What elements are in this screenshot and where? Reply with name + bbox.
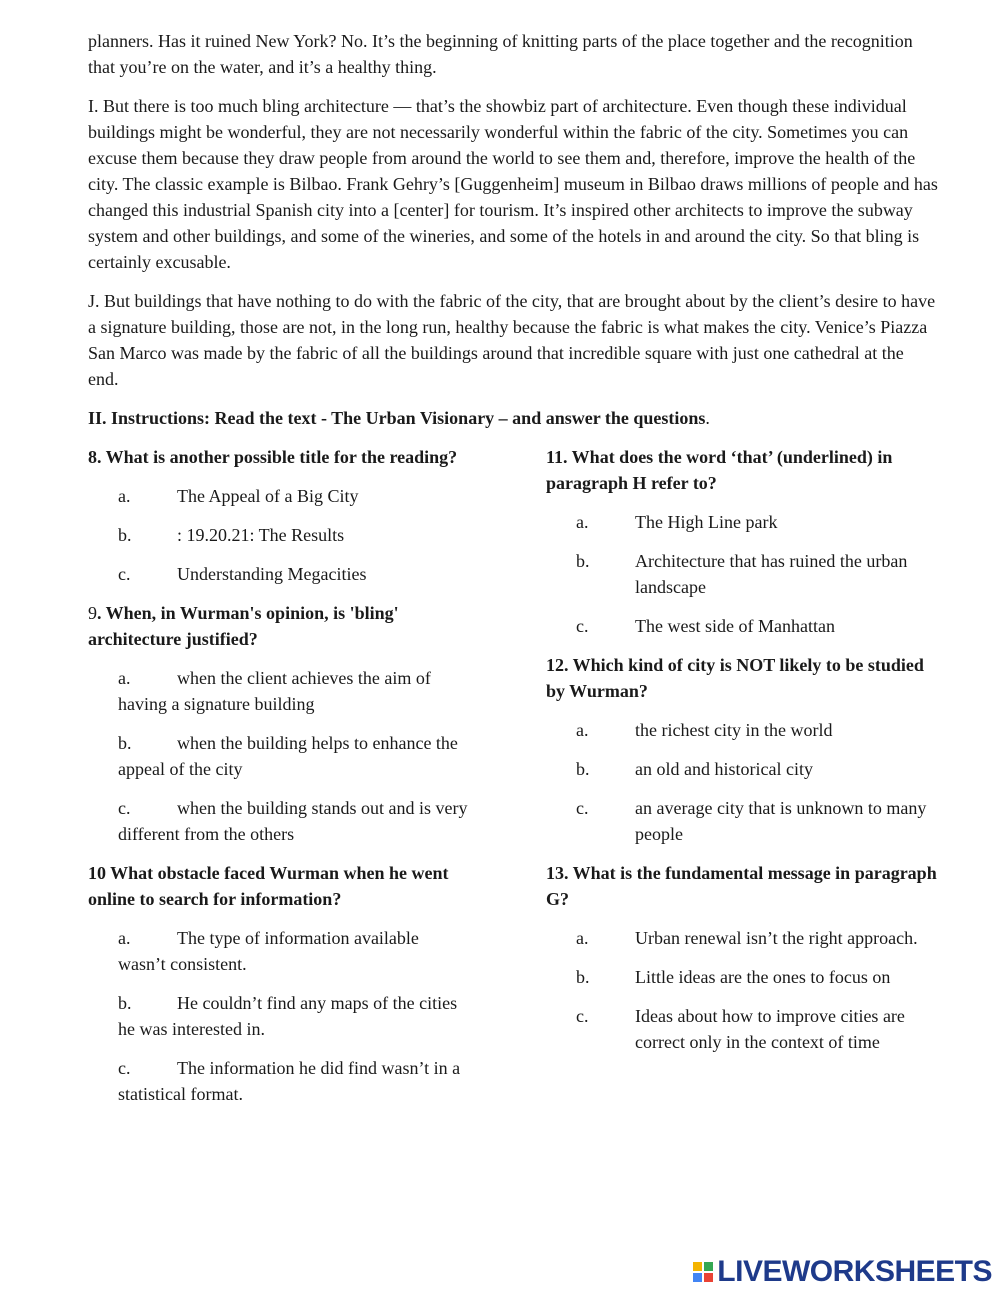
question-12 [546, 652, 938, 847]
question-13 [546, 860, 938, 1055]
question-8 [88, 444, 468, 587]
logo-square-2 [704, 1262, 713, 1271]
question-10-option-b[interactable]: b. He couldn’t find any maps of the cities he was interested in. [118, 993, 458, 1039]
questions-right-column [546, 444, 938, 1120]
question-10-option-a[interactable]: a. The type of information available wasn’t consistent. [118, 928, 419, 974]
question-12-option-a[interactable]: a. the richest city in the world [576, 720, 833, 740]
question-12-text: 12. Which kind of city is NOT likely to be studied by Wurman? [546, 655, 924, 701]
passage-paragraph-h-end: planners. Has it ruined New York? No. It’s the beginning of knitting parts of the place together and the recognition that you’re on the water, and it’s a healthy thing. [88, 31, 913, 77]
liveworksheets-logo-text: LIVEWORKSHEETS [717, 1255, 992, 1288]
question-8-option-a[interactable]: a. The Appeal of a Big City [118, 486, 359, 506]
question-11 [546, 444, 938, 639]
question-12-option-b[interactable]: b. an old and historical city [576, 759, 813, 779]
question-10-text: 10 What obstacle faced Wurman when he went online to search for information? [88, 863, 449, 909]
question-9 [88, 600, 468, 847]
question-11-option-a[interactable]: a. The High Line park [576, 512, 778, 532]
question-11-text: 11. What does the word ‘that’ (underlined) in paragraph H refer to? [546, 447, 893, 493]
question-12-option-c[interactable]: c. an average city that is unknown to many people [576, 798, 927, 844]
questions-left-column [88, 444, 468, 1120]
liveworksheets-logo-icon [693, 1262, 713, 1282]
question-11-option-b[interactable]: b. Architecture that has ruined the urban landscape [576, 551, 908, 597]
question-11-option-c[interactable]: c. The west side of Manhattan [576, 616, 835, 636]
question-13-option-b[interactable]: b. Little ideas are the ones to focus on [576, 967, 891, 987]
worksheet-page [88, 28, 938, 1120]
question-8-option-b[interactable]: b. : 19.20.21: The Results [118, 525, 345, 545]
questions-columns [88, 444, 938, 1120]
instructions-heading: II. Instructions: Read the text - The Urban Visionary – and answer the questions. [88, 408, 710, 428]
liveworksheets-logo [693, 1255, 992, 1288]
question-9-option-c[interactable]: c. when the building stands out and is very different from the others [118, 798, 468, 844]
logo-square-1 [693, 1262, 702, 1271]
question-10-option-c[interactable]: c. The information he did find wasn’t in a statistical format. [118, 1058, 461, 1104]
question-10 [88, 860, 468, 1107]
logo-square-3 [693, 1273, 702, 1282]
question-9-option-b[interactable]: b. when the building helps to enhance the appeal of the city [118, 733, 458, 779]
logo-square-4 [704, 1273, 713, 1282]
question-13-option-c[interactable]: c. Ideas about how to improve cities are correct only in the context of time [576, 1006, 905, 1052]
question-9-text: 9. When, in Wurman's opinion, is 'bling' architecture justified? [88, 603, 399, 649]
question-13-text: 13. What is the fundamental message in paragraph G? [546, 863, 937, 909]
passage-paragraph-i: I. But there is too much bling architecture — that’s the showbiz part of architecture. Even though these individual buildings might be wonderful, they are not necessarily wonderful within the fabric of the city. Sometimes you can excuse them because they draw people from around the world to see them and, therefore, improve the health of the city. The classic example is Bilbao. Frank Gehry’s [Guggenheim] museum in Bilbao draws millions of people and has changed this industrial Spanish city into a [center] for tourism. It’s inspired other architects to improve the subway system and other buildings, and some of the wineries, and some of the hotels in and around the city. So that bling is certainly excusable. [88, 96, 938, 272]
question-13-option-a[interactable]: a. Urban renewal isn’t the right approach. [576, 928, 918, 948]
question-8-option-c[interactable]: c. Understanding Megacities [118, 564, 367, 584]
passage-paragraph-j: J. But buildings that have nothing to do with the fabric of the city, that are brought about by the client’s desire to have a signature building, those are not, in the long run, healthy because the fabric is what makes the city. Venice’s Piazza San Marco was made by the fabric of all the buildings around that incredible square with just one cathedral at the end. [88, 291, 936, 389]
question-8-text: 8. What is another possible title for the reading? [88, 447, 458, 467]
question-9-option-a[interactable]: a. when the client achieves the aim of having a signature building [118, 668, 431, 714]
